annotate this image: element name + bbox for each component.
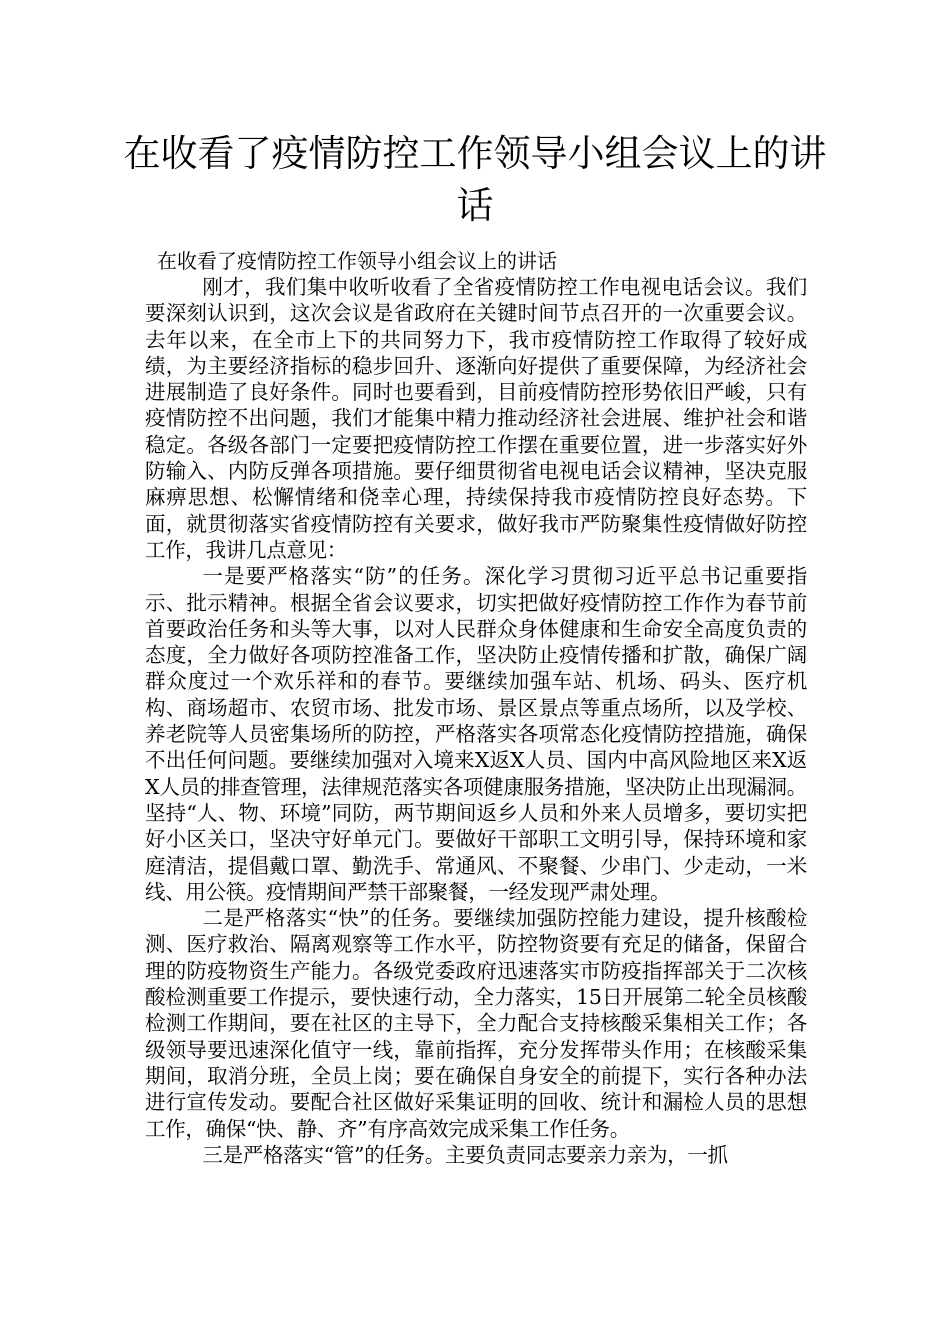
paragraph: 二是严格落实“快”的任务。要继续加强防控能力建设，提升核酸检测、医疗救治、隔离观察等工作水平，防控物资要有充足的储备，保留合理的防疫物资生产能力。各级党委政府迅速落实市防疫指挥部关于二次核酸检测重要工作提示，要快速行动，全力落实，15日开展第二轮全员核酸检测工作期间，要在社区的主导下，全力配合支持核酸采集相关工作；各级领导要迅速深化值守一线，靠前指挥，充分发挥带头作用；在核酸采集期间，取消分班，全员上岗；要在确保自身安全的前提下，实行各种办法进行宣传发动。要配合社区做好采集证明的回收、统计和漏检人员的思想工作，确保“快、静、齐”有序高效完成采集工作任务。 xyxy=(145,906,807,1141)
document-body xyxy=(145,274,807,1168)
document-subtitle: 在收看了疫情防控工作领导小组会议上的讲话 xyxy=(157,249,557,273)
paragraph: 三是严格落实“管”的任务。主要负责同志要亲力亲为，一抓 xyxy=(202,1142,728,1167)
document-title: 在收看了疫情防控工作领导小组会议上的讲话 xyxy=(123,132,827,227)
paragraph: 刚才，我们集中收听收看了全省疫情防控工作电视电话会议。我们要深刻认识到，这次会议是省政府在关键时间节点召开的一次重要会议。去年以来，在全市上下的共同努力下，我市疫情防控工作取得了较好成绩，为主要经济指标的稳步回升、逐渐向好提供了重要保障，为经济社会进展制造了良好条件。同时也要看到，目前疫情防控形势依旧严峻，只有疫情防控不出问题，我们才能集中精力推动经济社会进展、维护社会和谐稳定。各级各部门一定要把疫情防控工作摆在重要位置，进一步落实好外防输入、内防反弹各项措施。要仔细贯彻省电视电话会议精神，坚决克服麻痹思想、松懈情绪和侥幸心理，持续保持我市疫情防控良好态势。下面，就贯彻落实省疫情防控有关要求，做好我市严防聚集性疫情做好防控工作，我讲几点意见： xyxy=(145,275,807,562)
paragraph: 一是要严格落实“防”的任务。深化学习贯彻习近平总书记重要指示、批示精神。根据全省会议要求，切实把做好疫情防控工作作为春节前首要政治任务和头等大事，以对人民群众身体健康和生命安全高度负责的态度，全力做好各项防控准备工作，坚决防止疫情传播和扩散，确保广阔群众度过一个欢乐祥和的春节。要继续加强车站、机场、码头、医疗机构、商场超市、农贸市场、批发市场、景区景点等重点场所，以及学校、养老院等人员密集场所的防控，严格落实各项常态化疫情防控措施，确保不出任何问题。要继续加强对入境来X返X人员、国内中高风险地区来X返X人员的排查管理，法律规范落实各项健康服务措施，坚决防止出现漏洞。坚持“人、物、环境”同防，两节期间返乡人员和外来人员增多，要切实把好小区关口，坚决守好单元门。要做好干部职工文明引导，保持环境和家庭清洁，提倡戴口罩、勤洗手、常通风、不聚餐、少串门、少走动，一米线、用公筷。疫情期间严禁干部聚餐，一经发现严肃处理。 xyxy=(145,564,807,904)
